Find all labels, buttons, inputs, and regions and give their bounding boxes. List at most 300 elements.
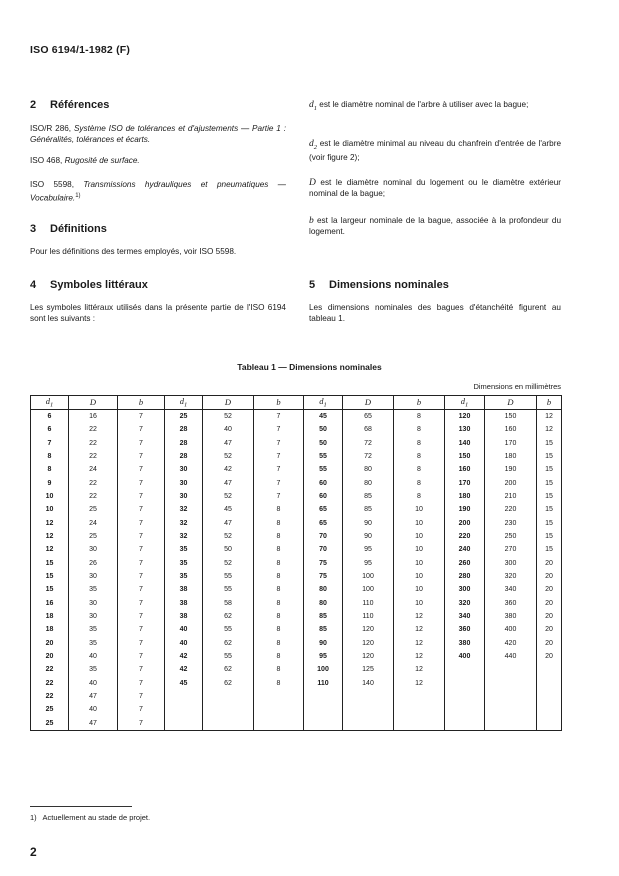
table-cell: 7 [254,490,304,503]
reference-iso-468 [30,156,286,167]
table-cell: 15 [537,463,562,476]
table-cell: 340 [445,610,485,623]
table-cell: 65 [343,409,394,423]
table-cell: 125 [343,663,394,676]
table-cell: 210 [485,490,537,503]
table-cell [537,717,562,731]
table-cell [203,703,254,716]
table-cell: 7 [118,530,165,543]
table-cell: 68 [343,423,394,436]
table-cell: 8 [254,556,304,569]
section-4-heading [30,279,148,291]
footnote-marker: 1) [75,192,81,199]
table-cell: 22 [31,677,69,690]
table-cell: 62 [203,677,254,690]
table-cell [485,663,537,676]
table-cell: 45 [304,409,343,423]
symbol: $d_2$ [309,139,317,151]
table-cell [445,690,485,703]
section-number: 2 [30,99,37,111]
table-cell: 38 [165,610,203,623]
table-cell: 12 [394,663,445,676]
table-cell: 15 [537,490,562,503]
definitions-text: Pour les définitions des termes employés, voir ISO 5598. [30,247,237,256]
table-row [31,543,562,556]
table-row [31,516,562,529]
reference-title: Système ISO de tolérances et d'ajustements — Partie 1 : Généralités, tolérances et écarts. [30,124,286,144]
table-cell: 22 [31,663,69,676]
symbol-text: est le diamètre nominal de l'arbre à utiliser avec la bague; [319,100,529,109]
table-cell: 12 [394,677,445,690]
section-title: Définitions [50,223,107,235]
symbol-b-definition [309,216,561,237]
table-cell: 55 [304,463,343,476]
table-cell: 7 [118,409,165,423]
table-cell: 7 [118,570,165,583]
table-cell: 90 [343,530,394,543]
table-cell: 12 [537,423,562,436]
table-row [31,570,562,583]
table-cell: 22 [69,450,118,463]
reference-number: ISO 468, [30,156,63,165]
table-cell: 25 [165,409,203,423]
table-cell [165,717,203,731]
symbol: $d_1$ [309,100,317,112]
table-cell: 280 [445,570,485,583]
table-cell: 40 [165,623,203,636]
table-cell: 7 [118,516,165,529]
table-cell: 60 [304,490,343,503]
table-cell: 7 [118,637,165,650]
table-cell: 62 [203,637,254,650]
table-cell: 180 [445,490,485,503]
table-cell: 7 [118,650,165,663]
table-cell: 47 [69,690,118,703]
reference-iso-5598 [30,180,286,204]
table-cell: 40 [165,637,203,650]
table-cell: 10 [394,570,445,583]
table-cell: 85 [343,490,394,503]
table-cell: 25 [69,503,118,516]
symbol: D [309,178,316,188]
table-cell [165,703,203,716]
table-cell: 20 [31,637,69,650]
table-title: Tableau 1 — Dimensions nominales [237,362,382,372]
table-row [31,436,562,449]
table-body [31,409,562,730]
table-row [31,583,562,596]
symbol-D-definition [309,178,561,199]
table-cell [537,703,562,716]
table-cell: 10 [394,516,445,529]
table-cell: 60 [304,476,343,489]
table-cell: 7 [118,503,165,516]
table-row [31,490,562,503]
table-cell: 10 [394,543,445,556]
table-cell: 52 [203,530,254,543]
table-cell: 38 [165,597,203,610]
table-cell [445,677,485,690]
section-title: Dimensions nominales [329,279,449,291]
table-cell [165,690,203,703]
header-d1: $d_1$ [445,396,485,410]
table-cell: 140 [445,436,485,449]
table-cell: 30 [69,610,118,623]
table-cell: 55 [203,623,254,636]
table-cell: 260 [445,556,485,569]
table-cell: 32 [165,503,203,516]
table-cell: 80 [304,597,343,610]
table-cell: 25 [69,530,118,543]
table-cell: 20 [537,583,562,596]
reference-number: ISO/R 286, [30,124,72,133]
table-cell: 50 [304,423,343,436]
table-cell: 8 [31,450,69,463]
table-cell [254,717,304,731]
table-cell: 85 [304,623,343,636]
table-cell: 24 [69,516,118,529]
symbol-text: est la largeur nominale de la bague, associée à la profondeur du logement. [309,216,561,236]
header-D: D [203,396,254,410]
table-cell: 65 [304,516,343,529]
table-cell: 7 [118,423,165,436]
table-cell: 28 [165,450,203,463]
table-cell: 7 [118,490,165,503]
table-cell: 15 [31,583,69,596]
table-cell [485,717,537,731]
table-cell: 100 [304,663,343,676]
header-d1: $d_1$ [304,396,343,410]
table-row [31,637,562,650]
table-cell [485,690,537,703]
table-cell [304,690,343,703]
table-cell [254,690,304,703]
table-cell: 100 [343,570,394,583]
table-cell: 15 [31,570,69,583]
table-cell: 55 [203,650,254,663]
table-cell: 7 [254,436,304,449]
table-cell: 150 [445,450,485,463]
table-cell: 45 [203,503,254,516]
table-cell: 300 [485,556,537,569]
table-cell: 32 [165,530,203,543]
table-cell: 70 [304,543,343,556]
table-cell: 42 [203,463,254,476]
table-cell: 120 [343,623,394,636]
section-3-heading [30,223,107,235]
table-cell [394,717,445,731]
table-cell: 160 [485,423,537,436]
table-cell: 230 [485,516,537,529]
table-cell [203,717,254,731]
header-b: b [394,396,445,410]
table-cell: 190 [445,503,485,516]
table-cell: 7 [118,717,165,731]
table-cell: 15 [537,450,562,463]
table-cell: 8 [394,490,445,503]
reference-title: Rugosité de surface. [64,156,140,165]
table-cell: 8 [254,583,304,596]
symbol-d2-definition [309,139,561,164]
nominal-dimensions-table [30,395,562,731]
table-cell: 7 [118,463,165,476]
table-cell: 22 [31,690,69,703]
table-cell: 180 [485,450,537,463]
table-cell: 47 [203,436,254,449]
table-cell: 8 [394,463,445,476]
table-cell: 52 [203,450,254,463]
table-cell [304,703,343,716]
table-cell: 10 [31,490,69,503]
table-row [31,409,562,423]
table-cell: 25 [31,703,69,716]
table-cell: 250 [485,530,537,543]
table-cell: 95 [343,556,394,569]
table-header-row [31,396,562,410]
table-cell [254,703,304,716]
table-cell: 35 [69,663,118,676]
table-cell: 10 [394,530,445,543]
table-cell [394,690,445,703]
section-number: 4 [30,279,37,291]
table-cell: 12 [394,610,445,623]
table-cell: 75 [304,570,343,583]
table-cell: 360 [485,597,537,610]
symbol-text: est le diamètre minimal au niveau du chanfrein d'entrée de l'arbre (voir figure 2); [309,139,561,163]
table-cell: 32 [165,516,203,529]
table-row [31,423,562,436]
reference-iso-r-286 [30,124,286,145]
table-cell: 20 [537,610,562,623]
table-cell: 47 [203,476,254,489]
table-cell: 20 [537,623,562,636]
footnote-text: Actuellement au stade de projet. [42,813,151,822]
table-cell: 62 [203,610,254,623]
table-cell: 7 [31,436,69,449]
table-cell: 200 [485,476,537,489]
table-cell: 7 [118,690,165,703]
table-cell [537,663,562,676]
table-cell: 7 [118,476,165,489]
table-cell: 20 [537,637,562,650]
table-row [31,597,562,610]
table-cell: 30 [69,543,118,556]
table-cell: 16 [31,597,69,610]
table-cell: 160 [445,463,485,476]
table-unit-note: Dimensions en millimètres [473,382,561,391]
table-cell: 110 [304,677,343,690]
table-cell: 40 [69,650,118,663]
table-cell: 30 [165,490,203,503]
table-cell: 190 [485,463,537,476]
table-cell: 25 [31,717,69,731]
table-row [31,450,562,463]
table-cell: 7 [254,463,304,476]
table-cell: 8 [254,516,304,529]
table-cell: 35 [69,623,118,636]
table-cell: 15 [537,503,562,516]
table-cell: 120 [343,650,394,663]
table-cell [445,663,485,676]
symbol-d1-definition [309,100,561,114]
table-cell: 85 [304,610,343,623]
symbol: b [309,216,314,226]
page-number: 2 [30,845,37,859]
table-cell: 8 [254,610,304,623]
table-cell: 52 [203,490,254,503]
table-cell: 80 [304,583,343,596]
table-row [31,663,562,676]
table-cell: 12 [394,637,445,650]
table-cell: 7 [254,450,304,463]
symbols-intro-text: Les symboles littéraux utilisés dans la présente partie de l'ISO 6194 sont les suivants : [30,303,286,323]
header-b: b [254,396,304,410]
table-cell: 22 [69,490,118,503]
table-cell: 20 [537,597,562,610]
table-cell: 47 [69,717,118,731]
table-cell: 12 [537,409,562,423]
footnote [30,813,150,822]
table-cell: 130 [445,423,485,436]
table-cell: 10 [394,503,445,516]
table-cell: 380 [445,637,485,650]
table-cell: 28 [165,423,203,436]
table-cell: 12 [31,516,69,529]
header-b: b [537,396,562,410]
table-cell: 50 [304,436,343,449]
table-cell: 7 [118,703,165,716]
table-cell: 80 [343,476,394,489]
table-cell: 18 [31,610,69,623]
table-cell: 22 [69,423,118,436]
table-cell: 70 [304,530,343,543]
table-cell: 10 [394,597,445,610]
table-cell: 170 [485,436,537,449]
table-cell: 20 [537,650,562,663]
table-cell: 20 [537,556,562,569]
table-cell: 140 [343,677,394,690]
table-cell: 72 [343,436,394,449]
table-cell: 6 [31,423,69,436]
table-cell: 8 [394,450,445,463]
table-cell: 7 [118,583,165,596]
table-cell: 15 [31,556,69,569]
footnote-mark: 1) [30,813,37,822]
table-cell: 150 [485,409,537,423]
table-cell: 55 [304,450,343,463]
table-row [31,717,562,731]
table-cell: 7 [118,677,165,690]
table-cell: 55 [203,570,254,583]
table-cell: 95 [304,650,343,663]
table-cell: 7 [118,556,165,569]
table-cell: 12 [31,530,69,543]
table-cell: 20 [31,650,69,663]
header-b: b [118,396,165,410]
table-row [31,610,562,623]
nominal-dimensions-text: Les dimensions nominales des bagues d'étanchéité figurent au tableau 1. [309,303,561,323]
table-cell: 6 [31,409,69,423]
table-cell: 7 [118,597,165,610]
table-row [31,530,562,543]
table-cell: 90 [304,637,343,650]
table-cell: 110 [343,597,394,610]
table-cell: 12 [31,543,69,556]
table-cell: 15 [537,516,562,529]
table-cell [304,717,343,731]
table-cell: 15 [537,543,562,556]
table-cell: 7 [118,436,165,449]
table-cell: 400 [485,623,537,636]
table-cell: 7 [118,663,165,676]
table-cell: 420 [485,637,537,650]
table-cell: 24 [69,463,118,476]
table-cell: 55 [203,583,254,596]
table-cell: 42 [165,650,203,663]
footnote-rule [30,806,132,807]
table-cell: 75 [304,556,343,569]
table-cell: 320 [485,570,537,583]
table-cell: 10 [31,503,69,516]
header-D: D [69,396,118,410]
table-cell: 42 [165,663,203,676]
table-cell [203,690,254,703]
table-cell: 10 [394,556,445,569]
table-cell: 8 [254,543,304,556]
table-cell: 58 [203,597,254,610]
table-cell: 80 [343,463,394,476]
table-cell: 320 [445,597,485,610]
table-cell: 30 [165,463,203,476]
table-row [31,703,562,716]
table-cell: 95 [343,543,394,556]
section-number: 5 [309,279,316,291]
table-cell: 90 [343,516,394,529]
table-cell: 8 [254,503,304,516]
header-D: D [485,396,537,410]
section-2-heading [30,99,109,111]
table-cell [485,677,537,690]
table-cell: 270 [485,543,537,556]
table-cell: 26 [69,556,118,569]
table-cell: 7 [254,423,304,436]
table-cell: 85 [343,503,394,516]
header-d1: $d_1$ [31,396,69,410]
table-cell: 440 [485,650,537,663]
table-row [31,503,562,516]
table-row [31,556,562,569]
header-D: D [343,396,394,410]
section-5-heading [309,279,449,291]
table-row [31,463,562,476]
table-cell: 7 [118,610,165,623]
table-cell: 10 [394,583,445,596]
table-cell: 35 [165,543,203,556]
table-row [31,476,562,489]
table-cell: 8 [254,677,304,690]
table-cell: 40 [69,677,118,690]
table-cell: 8 [394,436,445,449]
table-cell: 8 [394,423,445,436]
table-cell: 8 [254,663,304,676]
table-cell: 45 [165,677,203,690]
table-cell: 120 [343,637,394,650]
reference-title: Transmissions hydrauliques et pneumatiques — Vocabulaire. [30,180,286,203]
table-cell: 8 [31,463,69,476]
document-header: ISO 6194/1-1982 (F) [30,44,131,56]
table-cell [343,690,394,703]
table-cell: 35 [69,637,118,650]
